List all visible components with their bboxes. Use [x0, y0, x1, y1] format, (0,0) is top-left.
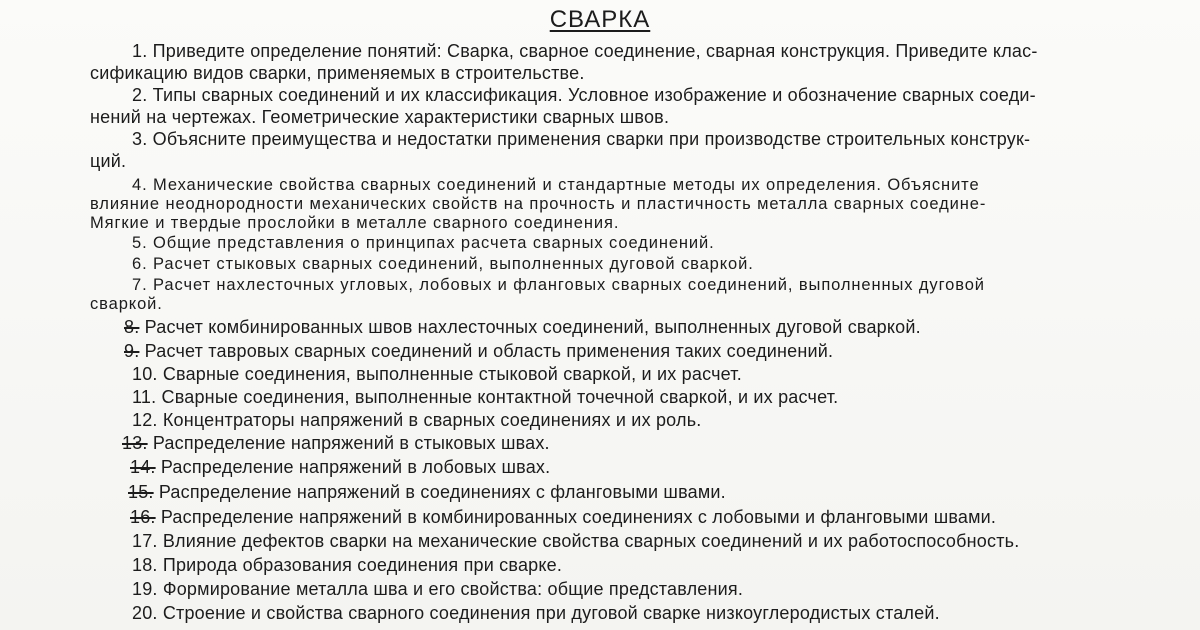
item-text: Распределение напряжений в соединениях с фланговыми швами. [158, 482, 726, 502]
list-item-17 [132, 530, 1019, 552]
item-text: сваркой. [90, 295, 163, 313]
list-item-2-cont [90, 106, 669, 128]
item-text: Расчет комбинированных швов нахлесточных соединений, выполненных дуговой сваркой. [144, 317, 921, 337]
item-number: 20. [132, 603, 158, 623]
item-text: нений на чертежах. Геометрические характеристики сварных швов. [90, 107, 670, 127]
item-number: 3. [132, 129, 148, 149]
item-number-struck: 14. [130, 457, 156, 477]
list-item-18 [132, 554, 562, 576]
list-item-19 [132, 578, 743, 600]
item-text: Распределение напряжений в лобовых швах. [160, 457, 551, 477]
list-item-10 [132, 363, 742, 385]
list-item-4-cont2 [90, 212, 619, 234]
item-number: 12. [132, 410, 158, 430]
item-number: 18. [132, 555, 158, 575]
item-text: Мягкие и твердые прослойки в металле сварного соединения. [90, 214, 620, 232]
item-number: 6. [132, 255, 148, 273]
item-number-struck: 8. [124, 317, 140, 337]
list-item-1 [132, 40, 1038, 62]
item-number: 17. [132, 531, 158, 551]
item-number: 7. [132, 276, 148, 294]
item-text: ций. [90, 151, 127, 171]
item-number-struck: 9. [124, 341, 140, 361]
item-number-struck: 15. [128, 482, 154, 502]
item-text: Механические свойства сварных соединений и стандартные методы их определения. Объясните [153, 176, 980, 194]
item-text: Расчет тавровых сварных соединений и область применения таких соединений. [144, 341, 834, 361]
item-text: Природа образования соединения при сварке. [162, 555, 563, 575]
item-number-struck: 13. [122, 433, 148, 453]
list-item-6 [132, 253, 754, 275]
list-item-7 [132, 274, 985, 296]
item-number-struck: 16. [130, 507, 156, 527]
item-text: Расчет нахлесточных угловых, лобовых и фланговых сварных соединений, выполненных дуговой [153, 276, 985, 294]
list-item-11 [132, 386, 838, 408]
list-item-15 [128, 481, 726, 503]
item-text: Распределение напряжений в комбинированных соединениях с лобовыми и фланговыми швами. [160, 507, 997, 527]
item-text: Расчет стыковых сварных соединений, выполненных дуговой сваркой. [153, 255, 754, 273]
item-text: Концентраторы напряжений в сварных соединениях и их роль. [162, 410, 702, 430]
item-text: Распределение напряжений в стыковых швах. [152, 433, 550, 453]
list-item-3-cont [90, 150, 126, 172]
item-number: 5. [132, 234, 148, 252]
list-item-9 [124, 340, 833, 362]
list-item-16 [130, 506, 996, 528]
item-number: 2. [132, 85, 148, 105]
item-text: Сварные соединения, выполненные контактной точечной сваркой, и их расчет. [161, 387, 839, 407]
item-number: 19. [132, 579, 158, 599]
item-text: влияние неоднородности механических свойств на прочность и пластичность металла сварных соедине- [90, 195, 987, 213]
item-text: Строение и свойства сварного соединения при дуговой сварке низкоуглеродистых сталей. [162, 603, 940, 623]
list-item-14 [130, 456, 550, 478]
item-number: 1. [132, 41, 148, 61]
list-item-13 [122, 432, 550, 454]
item-text: Общие представления о принципах расчета сварных соединений. [153, 234, 715, 252]
item-text: Типы сварных соединений и их классификация. Условное изображение и обозначение сварных соеди- [152, 85, 1036, 105]
item-number: 11. [132, 387, 157, 407]
list-item-1-cont [90, 62, 585, 84]
list-item-20 [132, 602, 940, 624]
item-text: Влияние дефектов сварки на механические свойства сварных соединений и их работоспособность. [162, 531, 1020, 551]
document-title: СВАРКА [549, 6, 651, 33]
list-item-8 [124, 316, 921, 338]
list-item-2 [132, 84, 1036, 106]
list-item-3 [132, 128, 1030, 150]
list-item-12 [132, 409, 701, 431]
item-text: сификацию видов сварки, применяемых в строительстве. [90, 63, 585, 83]
item-text: Приведите определение понятий: Сварка, сварное соединение, сварная конструкция. Приведите клас- [152, 41, 1038, 61]
list-item-5 [132, 232, 715, 254]
item-text: Объясните преимущества и недостатки применения сварки при производстве строительных конструк- [152, 129, 1031, 149]
list-item-7-cont [90, 293, 163, 315]
item-text: Сварные соединения, выполненные стыковой сваркой, и их расчет. [162, 364, 742, 384]
item-text: Формирование металла шва и его свойства: общие представления. [162, 579, 744, 599]
item-number: 10. [132, 364, 158, 384]
item-number: 4. [132, 176, 148, 194]
